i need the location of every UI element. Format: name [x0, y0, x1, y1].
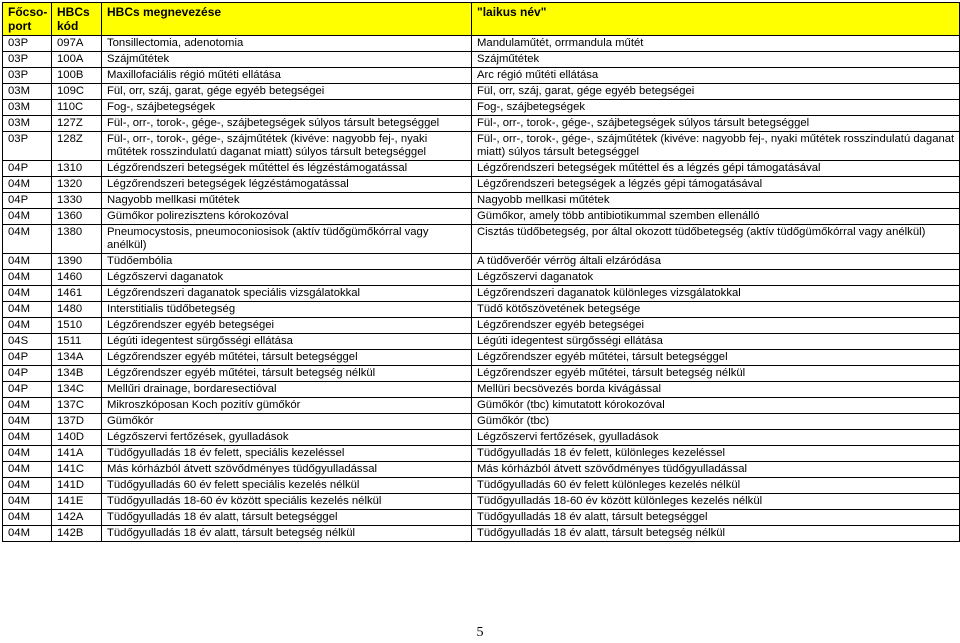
cell-hbcs-megnevezese: Gümőkór: [102, 414, 472, 430]
cell-laikus-nev: Más kórházból átvett szövődményes tüdőgyulladással: [472, 462, 960, 478]
cell-hbcs-kod: 1380: [52, 225, 102, 254]
cell-hbcs-kod: 097A: [52, 36, 102, 52]
cell-laikus-nev: Tüdőgyulladás 18 év felett, különleges kezeléssel: [472, 446, 960, 462]
cell-focsoport: 04M: [3, 446, 52, 462]
cell-hbcs-kod: 1320: [52, 177, 102, 193]
cell-hbcs-megnevezese: Mikroszkóposan Koch pozitív gümőkór: [102, 398, 472, 414]
cell-focsoport: 03M: [3, 84, 52, 100]
cell-laikus-nev: Tüdőgyulladás 18-60 év között különleges kezelés nélkül: [472, 494, 960, 510]
cell-focsoport: 04P: [3, 161, 52, 177]
cell-hbcs-kod: 1461: [52, 286, 102, 302]
cell-focsoport: 04M: [3, 398, 52, 414]
cell-hbcs-megnevezese: Légzőszervi daganatok: [102, 270, 472, 286]
table-row: [3, 116, 960, 132]
cell-focsoport: 04M: [3, 225, 52, 254]
cell-hbcs-megnevezese: Tüdőgyulladás 18-60 év között speciális kezelés nélkül: [102, 494, 472, 510]
cell-focsoport: 04M: [3, 526, 52, 542]
table-row: [3, 526, 960, 542]
cell-focsoport: 04S: [3, 334, 52, 350]
table-row: [3, 350, 960, 366]
cell-hbcs-kod: 141D: [52, 478, 102, 494]
cell-hbcs-kod: 1511: [52, 334, 102, 350]
cell-focsoport: 04M: [3, 430, 52, 446]
cell-focsoport: 04M: [3, 494, 52, 510]
cell-laikus-nev: Gümőkór (tbc): [472, 414, 960, 430]
cell-hbcs-megnevezese: Tüdőgyulladás 18 év alatt, társult betegség nélkül: [102, 526, 472, 542]
cell-laikus-nev: Gümőkór (tbc) kimutatott kórokozóval: [472, 398, 960, 414]
cell-hbcs-megnevezese: Pneumocystosis, pneumoconiosisok (aktív tüdőgümőkórral vagy anélkül): [102, 225, 472, 254]
cell-focsoport: 04M: [3, 177, 52, 193]
table-row: [3, 100, 960, 116]
cell-focsoport: 04M: [3, 510, 52, 526]
cell-hbcs-kod: 141C: [52, 462, 102, 478]
cell-laikus-nev: A tüdőverőér vérrög általi elzáródása: [472, 254, 960, 270]
cell-focsoport: 03M: [3, 100, 52, 116]
table-row: [3, 209, 960, 225]
cell-hbcs-kod: 137C: [52, 398, 102, 414]
table-row: [3, 177, 960, 193]
cell-focsoport: 04P: [3, 193, 52, 209]
cell-laikus-nev: Légzőszervi fertőzések, gyulladások: [472, 430, 960, 446]
cell-laikus-nev: Gümőkor, amely több antibiotikummal szemben ellenálló: [472, 209, 960, 225]
table-header: [3, 3, 960, 36]
table-row: [3, 52, 960, 68]
table-row: [3, 462, 960, 478]
cell-hbcs-megnevezese: Nagyobb mellkasi műtétek: [102, 193, 472, 209]
table-row: [3, 302, 960, 318]
cell-laikus-nev: Tüdőgyulladás 60 év felett különleges kezelés nélkül: [472, 478, 960, 494]
cell-hbcs-megnevezese: Más kórházból átvett szövődményes tüdőgyulladással: [102, 462, 472, 478]
cell-hbcs-kod: 141E: [52, 494, 102, 510]
table-row: [3, 366, 960, 382]
table-row: [3, 68, 960, 84]
cell-hbcs-megnevezese: Légzőrendszer egyéb műtétei, társult betegséggel: [102, 350, 472, 366]
table-row: [3, 286, 960, 302]
cell-focsoport: 03M: [3, 116, 52, 132]
cell-hbcs-kod: 110C: [52, 100, 102, 116]
cell-hbcs-megnevezese: Légzőrendszer egyéb betegségei: [102, 318, 472, 334]
cell-focsoport: 04M: [3, 302, 52, 318]
table-row: [3, 478, 960, 494]
cell-laikus-nev: Szájműtétek: [472, 52, 960, 68]
page-number: 5: [476, 625, 484, 640]
cell-hbcs-kod: 1330: [52, 193, 102, 209]
cell-laikus-nev: Légzőrendszer egyéb betegségei: [472, 318, 960, 334]
table-row: [3, 510, 960, 526]
table-row: [3, 446, 960, 462]
cell-hbcs-kod: 127Z: [52, 116, 102, 132]
cell-laikus-nev: Fül, orr, száj, garat, gége egyéb betegségei: [472, 84, 960, 100]
cell-focsoport: 04P: [3, 350, 52, 366]
cell-hbcs-kod: 128Z: [52, 132, 102, 161]
cell-hbcs-megnevezese: Légzőrendszer egyéb műtétei, társult betegség nélkül: [102, 366, 472, 382]
cell-laikus-nev: Légzőrendszeri betegségek műtéttel és a légzés gépi támogatásával: [472, 161, 960, 177]
table-row: [3, 84, 960, 100]
cell-laikus-nev: Mellüri becsövezés borda kivágással: [472, 382, 960, 398]
cell-laikus-nev: Fül-, orr-, torok-, gége-, szájbetegségek súlyos társult betegséggel: [472, 116, 960, 132]
cell-hbcs-kod: 140D: [52, 430, 102, 446]
cell-focsoport: 04M: [3, 286, 52, 302]
cell-laikus-nev: Légzőrendszer egyéb műtétei, társult betegséggel: [472, 350, 960, 366]
cell-laikus-nev: Fül-, orr-, torok-, gége-, szájműtétek (kivéve: nagyobb fej-, nyaki műtétek rosszindulatú daganat miatt) súlyos társult betegséggel: [472, 132, 960, 161]
cell-hbcs-megnevezese: Mellűri drainage, bordaresectióval: [102, 382, 472, 398]
cell-hbcs-kod: 100A: [52, 52, 102, 68]
cell-laikus-nev: Cisztás tüdőbetegség, por által okozott tüdőbetegség (aktív tüdőgümőkórral vagy anélkül): [472, 225, 960, 254]
cell-hbcs-kod: 134B: [52, 366, 102, 382]
cell-laikus-nev: Tüdőgyulladás 18 év alatt, társult betegséggel: [472, 510, 960, 526]
cell-hbcs-kod: 1310: [52, 161, 102, 177]
cell-hbcs-megnevezese: Fül-, orr-, torok-, gége-, szájműtétek (kivéve: nagyobb fej-, nyaki műtétek rosszindulatú daganat miatt) súlyos társult betegséggel: [102, 132, 472, 161]
cell-focsoport: 04M: [3, 254, 52, 270]
table-row: [3, 193, 960, 209]
table-body: [3, 36, 960, 542]
cell-hbcs-megnevezese: Maxillofaciális régió műtéti ellátása: [102, 68, 472, 84]
cell-hbcs-kod: 142B: [52, 526, 102, 542]
cell-focsoport: 04P: [3, 366, 52, 382]
table-row: [3, 270, 960, 286]
cell-focsoport: 04M: [3, 270, 52, 286]
cell-laikus-nev: Légzőrendszer egyéb műtétei, társult betegség nélkül: [472, 366, 960, 382]
header-row: [3, 3, 960, 36]
cell-focsoport: 03P: [3, 36, 52, 52]
cell-laikus-nev: Légzőrendszeri daganatok különleges vizsgálatokkal: [472, 286, 960, 302]
cell-hbcs-kod: 134C: [52, 382, 102, 398]
cell-hbcs-megnevezese: Fül-, orr-, torok-, gége-, szájbetegségek súlyos társult betegséggel: [102, 116, 472, 132]
cell-hbcs-megnevezese: Légúti idegentest sürgősségi ellátása: [102, 334, 472, 350]
cell-focsoport: 04M: [3, 414, 52, 430]
cell-hbcs-megnevezese: Interstitialis tüdőbetegség: [102, 302, 472, 318]
cell-hbcs-megnevezese: Tüdőgyulladás 18 év alatt, társult betegséggel: [102, 510, 472, 526]
table-row: [3, 398, 960, 414]
table-row: [3, 225, 960, 254]
cell-hbcs-kod: 1390: [52, 254, 102, 270]
table-row: [3, 334, 960, 350]
cell-hbcs-megnevezese: Légzőszervi fertőzések, gyulladások: [102, 430, 472, 446]
cell-hbcs-kod: 109C: [52, 84, 102, 100]
cell-hbcs-megnevezese: Légzőrendszeri betegségek légzéstámogatással: [102, 177, 472, 193]
cell-hbcs-megnevezese: Fog-, szájbetegségek: [102, 100, 472, 116]
cell-hbcs-kod: 142A: [52, 510, 102, 526]
cell-focsoport: 04P: [3, 382, 52, 398]
cell-hbcs-kod: 137D: [52, 414, 102, 430]
table-row: [3, 382, 960, 398]
cell-hbcs-kod: 134A: [52, 350, 102, 366]
cell-hbcs-megnevezese: Tüdőgyulladás 18 év felett, speciális kezeléssel: [102, 446, 472, 462]
cell-focsoport: 04M: [3, 318, 52, 334]
cell-focsoport: 04M: [3, 209, 52, 225]
cell-hbcs-kod: 1510: [52, 318, 102, 334]
table-row: [3, 318, 960, 334]
header-hbcs-megnevezese: HBCs megnevezése: [102, 3, 472, 36]
cell-hbcs-megnevezese: Tüdőgyulladás 60 év felett speciális kezelés nélkül: [102, 478, 472, 494]
cell-hbcs-megnevezese: Légzőrendszeri betegségek műtéttel és légzéstámogatással: [102, 161, 472, 177]
table-row: [3, 132, 960, 161]
cell-hbcs-kod: 1360: [52, 209, 102, 225]
cell-focsoport: 04M: [3, 462, 52, 478]
cell-hbcs-kod: 1460: [52, 270, 102, 286]
cell-focsoport: 03P: [3, 68, 52, 84]
header-focsoport: Főcso-port: [3, 3, 52, 36]
table-row: [3, 36, 960, 52]
cell-laikus-nev: Tüdőgyulladás 18 év alatt, társult betegség nélkül: [472, 526, 960, 542]
table-row: [3, 494, 960, 510]
table-row: [3, 161, 960, 177]
cell-hbcs-megnevezese: Gümőkor polirezisztens kórokozóval: [102, 209, 472, 225]
cell-laikus-nev: Tüdő kötőszövetének betegsége: [472, 302, 960, 318]
cell-laikus-nev: Légzőszervi daganatok: [472, 270, 960, 286]
table-row: [3, 254, 960, 270]
table-row: [3, 430, 960, 446]
cell-hbcs-kod: 100B: [52, 68, 102, 84]
cell-hbcs-megnevezese: Tonsillectomia, adenotomia: [102, 36, 472, 52]
header-laikus-nev: "laikus név": [472, 3, 960, 36]
cell-laikus-nev: Arc régió műtéti ellátása: [472, 68, 960, 84]
cell-focsoport: 03P: [3, 52, 52, 68]
table-row: [3, 414, 960, 430]
cell-laikus-nev: Nagyobb mellkasi műtétek: [472, 193, 960, 209]
header-hbcs-kod: HBCs kód: [52, 3, 102, 36]
cell-hbcs-megnevezese: Tüdőembólia: [102, 254, 472, 270]
cell-focsoport: 04M: [3, 478, 52, 494]
cell-laikus-nev: Légúti idegentest sürgősségi ellátása: [472, 334, 960, 350]
cell-hbcs-megnevezese: Szájműtétek: [102, 52, 472, 68]
hbcs-table: [2, 2, 960, 542]
cell-laikus-nev: Fog-, szájbetegségek: [472, 100, 960, 116]
cell-hbcs-kod: 1480: [52, 302, 102, 318]
cell-hbcs-kod: 141A: [52, 446, 102, 462]
cell-hbcs-megnevezese: Légzőrendszeri daganatok speciális vizsgálatokkal: [102, 286, 472, 302]
cell-laikus-nev: Légzőrendszeri betegségek a légzés gépi támogatásával: [472, 177, 960, 193]
cell-laikus-nev: Mandulaműtét, orrmandula műtét: [472, 36, 960, 52]
cell-hbcs-megnevezese: Fül, orr, száj, garat, gége egyéb betegségei: [102, 84, 472, 100]
cell-focsoport: 03P: [3, 132, 52, 161]
